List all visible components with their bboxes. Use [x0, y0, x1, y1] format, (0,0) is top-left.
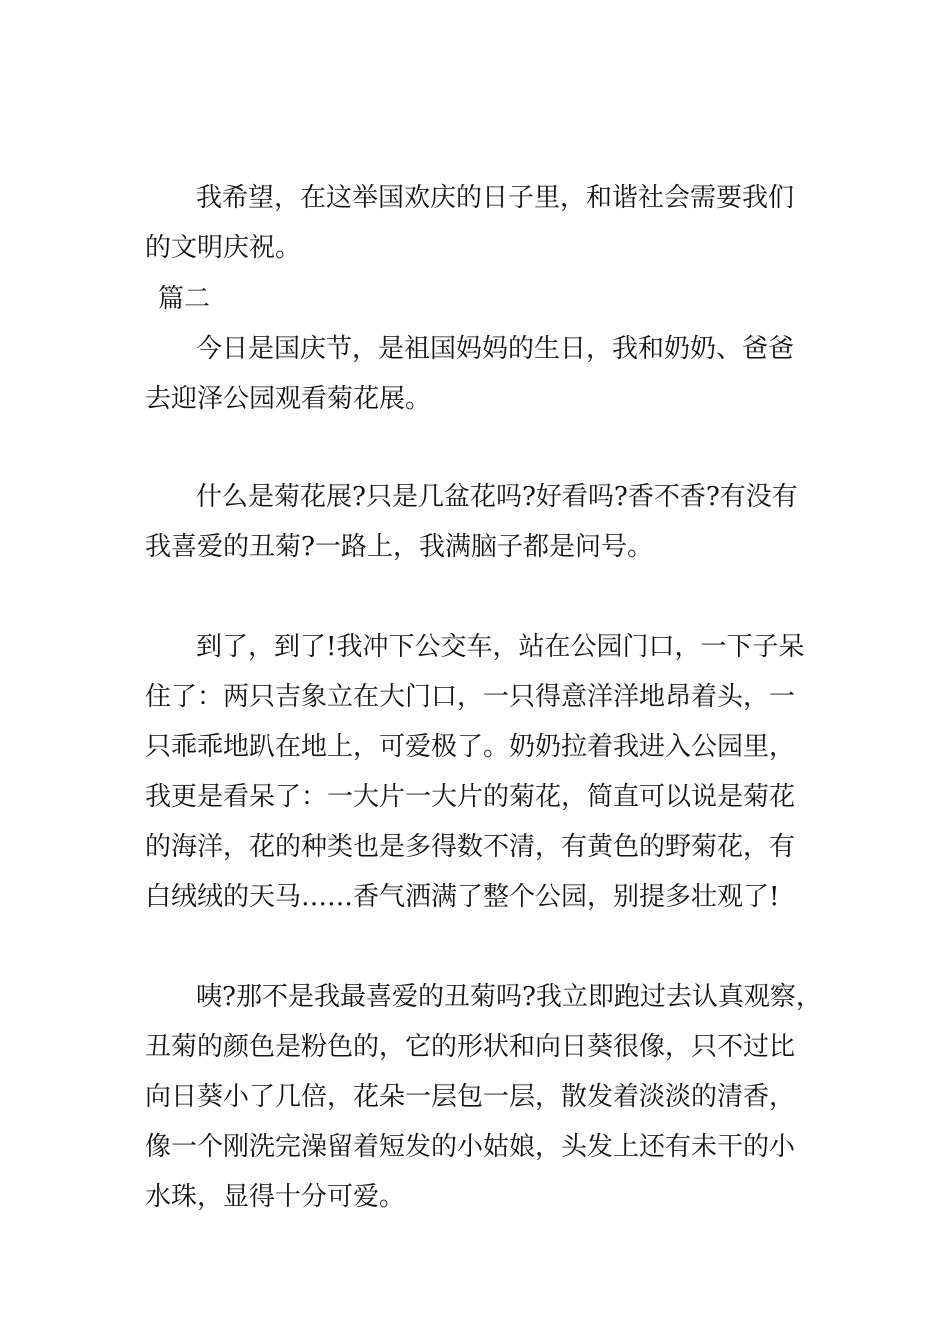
paragraph-3-line-1: 什么是菊花展?只是几盆花吗?好看吗?香不香?有没有: [196, 482, 798, 512]
paragraph-1-line-2: 的文明庆祝。: [145, 233, 302, 263]
paragraph-4-line-3: 只乖乖地趴在地上，可爱极了。奶奶拉着我进入公园里，: [145, 732, 796, 762]
paragraph-2-line-2: 去迎泽公园观看菊花展。: [145, 384, 432, 414]
paragraph-5-line-3: 向日葵小了几倍，花朵一层包一层，散发着淡淡的清香，: [145, 1082, 796, 1112]
paragraph-4-line-2: 住了：两只吉象立在大门口，一只得意洋洋地昂着头，一: [145, 682, 796, 712]
paragraph-3-line-2: 我喜爱的丑菊?一路上，我满脑子都是问号。: [145, 532, 653, 562]
paragraph-1-line-1: 我希望，在这举国欢庆的日子里，和谐社会需要我们: [196, 183, 795, 213]
paragraph-4-line-5: 的海洋，花的种类也是多得数不清，有黄色的野菊花，有: [145, 832, 796, 862]
paragraph-5-line-2: 丑菊的颜色是粉色的，它的形状和向日葵很像，只不过比: [145, 1032, 796, 1062]
paragraph-4-line-6: 白绒绒的天马……香气洒满了整个公园，别提多壮观了!: [145, 882, 780, 912]
section-heading: 篇二: [158, 284, 211, 314]
paragraph-2-line-1: 今日是国庆节，是祖国妈妈的生日，我和奶奶、爸爸: [196, 334, 795, 364]
paragraph-5-line-1: 咦?那不是我最喜爱的丑菊吗?我立即跑过去认真观察，: [196, 982, 822, 1012]
paragraph-4-line-4: 我更是看呆了：一大片一大片的菊花，简直可以说是菊花: [145, 782, 796, 812]
paragraph-5-line-4: 像一个刚洗完澡留着短发的小姑娘，头发上还有未干的小: [145, 1132, 796, 1162]
paragraph-5-line-5: 水珠，显得十分可爱。: [145, 1182, 406, 1212]
paragraph-4-line-1: 到了，到了!我冲下公交车，站在公园门口，一下子呆: [196, 632, 805, 662]
